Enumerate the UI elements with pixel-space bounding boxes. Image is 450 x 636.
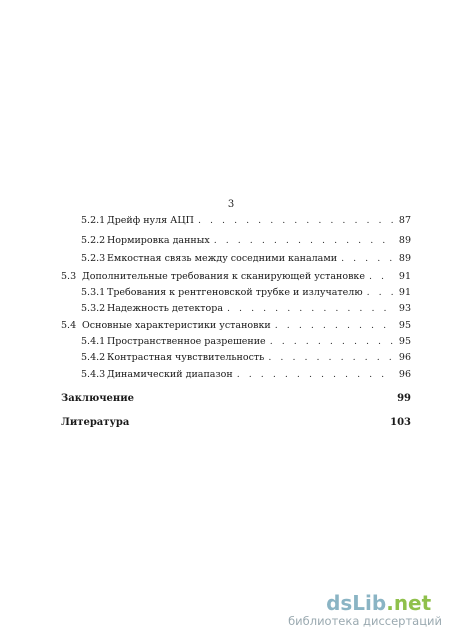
toc-entry-5-4-3 — [81, 369, 411, 383]
section-number: 5.3.2 — [81, 303, 106, 314]
section-number: 5.2.2 — [81, 235, 106, 246]
toc-entry-5-2-2 — [81, 235, 411, 249]
section-number: 5.2.3 — [81, 253, 106, 264]
page-ref: 96 — [398, 352, 411, 363]
toc-entry-5-4-1 — [81, 336, 411, 350]
page-ref: 95 — [398, 320, 411, 331]
leader-dots — [341, 253, 393, 264]
section-title: Основные характеристики установки — [82, 320, 271, 331]
section-number: 5.4.3 — [81, 369, 106, 380]
toc-entry-5-3-2 — [81, 303, 411, 317]
page-ref: 89 — [398, 253, 411, 264]
leader-dots — [268, 352, 393, 363]
section-number: 5.4.2 — [81, 352, 106, 363]
page-ref: 91 — [398, 287, 411, 298]
leader-dots — [369, 271, 393, 282]
section-title: Дрейф нуля АЦП — [107, 215, 194, 226]
page-ref: 89 — [398, 235, 411, 246]
toc-chapter-conclusion — [61, 393, 411, 407]
section-number: 5.3.1 — [81, 287, 106, 298]
chapter-title: Заключение — [61, 393, 134, 404]
section-title: Нормировка данных — [107, 235, 210, 246]
section-title: Динамический диапазон — [107, 369, 233, 380]
page-ref: 103 — [390, 417, 411, 428]
section-number: 5.4 — [61, 320, 77, 331]
section-title: Емкостная связь между соседними каналами — [107, 253, 338, 264]
section-title: Дополнительные требования к сканирующей установке — [82, 271, 365, 282]
leader-dots — [237, 369, 393, 380]
section-title: Требования к рентгеновской трубке и излучателю — [107, 287, 363, 298]
toc-entry-5-2-1 — [81, 215, 411, 229]
page-ref: 93 — [398, 303, 411, 314]
section-number: 5.4.1 — [81, 336, 106, 347]
leader-dots — [275, 320, 393, 331]
page-ref: 99 — [397, 393, 411, 404]
page-ref: 91 — [398, 271, 411, 282]
toc-entry-5-4 — [61, 320, 411, 334]
logo-tld: .net — [386, 591, 432, 615]
site-watermark — [288, 592, 442, 628]
leader-dots — [214, 235, 393, 246]
leader-dots — [198, 215, 393, 226]
toc-chapter-references — [61, 417, 411, 431]
logo-main: dsLib — [326, 591, 387, 615]
leader-dots — [367, 287, 393, 298]
section-title: Надежность детектора — [107, 303, 223, 314]
leader-dots — [227, 303, 393, 314]
toc-entry-5-4-2 — [81, 352, 411, 366]
chapter-title: Литература — [61, 417, 130, 428]
page-ref: 96 — [398, 369, 411, 380]
dslib-logo — [288, 592, 442, 614]
toc-entry-5-2-3 — [81, 253, 411, 267]
page-ref: 95 — [398, 336, 411, 347]
leader-dots — [270, 336, 393, 347]
section-number: 5.3 — [61, 271, 77, 282]
toc-entry-5-3 — [61, 271, 411, 285]
logo-subtitle: библиотека диссертаций — [288, 614, 442, 628]
section-number: 5.2.1 — [81, 215, 106, 226]
section-title: Контрастная чувствительность — [107, 352, 265, 363]
page-number: 3 — [227, 199, 235, 210]
toc-entry-5-3-1 — [81, 287, 411, 301]
page-ref: 87 — [398, 215, 411, 226]
section-title: Пространственное разрешение — [107, 336, 266, 347]
